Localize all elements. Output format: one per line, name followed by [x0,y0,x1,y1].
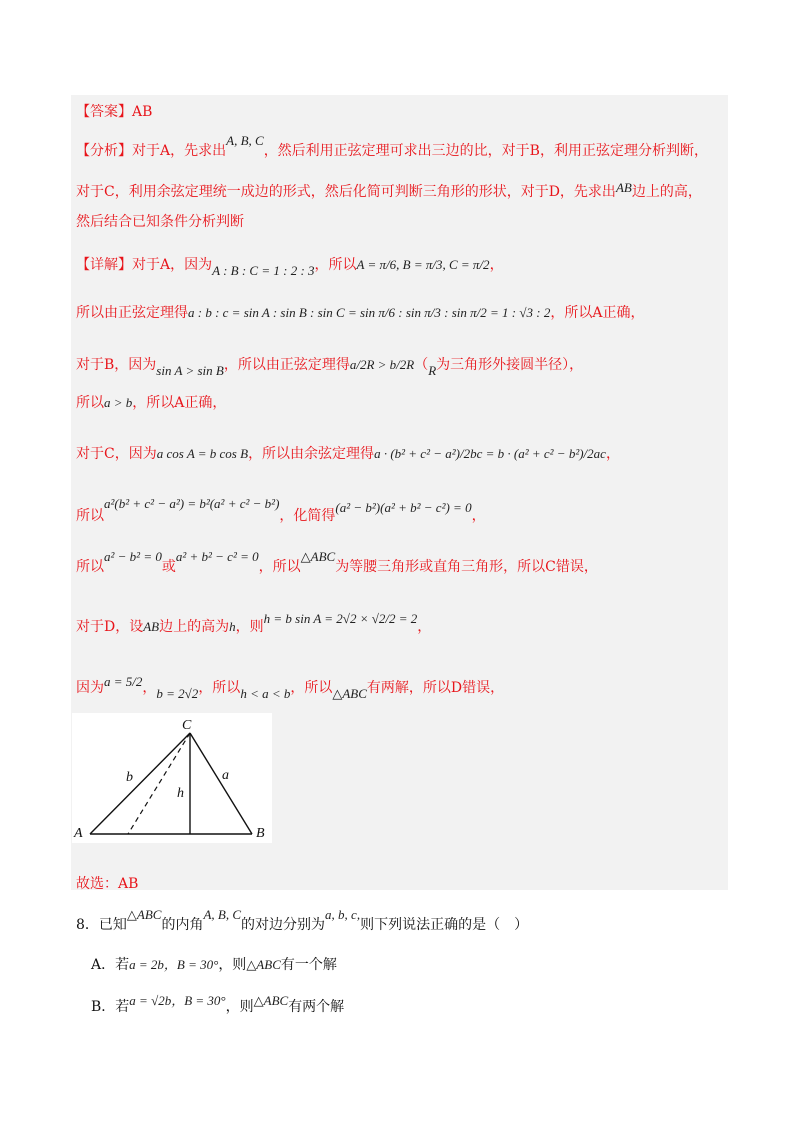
detail-text: 为等腰三角形或直角三角形，所以C错误， [335,559,598,575]
detail-line-d1 [76,611,432,636]
side-a-line [190,733,252,834]
detail-text: ， [489,257,504,273]
math-triangle: △ABC [332,686,367,701]
detail-text: 对于A，因为 [132,257,213,273]
option-b-label: B．若 [91,999,130,1015]
detail-text: 为三角形外接圆半径）， [436,357,584,373]
analysis-text: 对于A，先求出 [132,143,227,159]
math-angles: A, B, C [226,133,264,148]
detail-line-c3 [76,549,598,576]
detail-label: 【详解】 [76,257,132,273]
conclusion-line [76,873,138,893]
math-r: R [428,363,437,378]
analysis-line-3 [76,211,244,231]
math-a-gt-b: a > b [104,395,133,410]
detail-line-c1 [76,443,620,463]
vertex-c-label: C [182,718,192,733]
detail-text: ，化简得 [279,508,336,524]
option-b-text: 有两个解 [288,999,345,1015]
detail-text: 对于C，因为 [76,446,157,462]
option-a-text: ，则 [218,957,247,973]
answer-label: 【答案】 [76,104,132,120]
math-ab: AB [615,180,632,195]
analysis-label: 【分析】 [76,143,132,159]
answer-line [76,101,152,121]
option-b-text: ，则 [225,999,254,1015]
detail-text: 因为 [76,680,104,696]
detail-text: 对于D，设 [76,619,144,635]
detail-text: 所以 [76,395,104,411]
question-number: 8．已知 [76,917,127,933]
math-angles: A, B, C [203,907,242,922]
side-b-line [90,733,190,834]
detail-text: ，所以由余弦定理得 [248,446,375,462]
analysis-line-2 [76,181,702,201]
vertex-a-label: A [74,826,83,841]
dashed-side [128,733,190,834]
detail-text: ， [605,446,620,462]
option-a-math: a = 2b，B = 30° [129,957,219,972]
analysis-text: 对于C，利用余弦定理统一成边的形式，然后化简可判断三角形的形状，对于D，先求出 [76,184,616,200]
detail-text: （ [414,357,429,373]
side-a-label: a [222,768,229,783]
question-text: 的对边分别为 [241,917,326,933]
analysis-line-1 [76,133,708,160]
detail-text: ，所以 [290,680,333,696]
analysis-text: ，然后利用正弦定理可求出三边的比，对于B，利用正弦定理分析判断， [263,143,708,159]
detail-text: ， [417,619,432,635]
option-b-math: a = √2b，B = 30° [129,993,226,1008]
analysis-text: 然后结合已知条件分析判断 [76,214,244,230]
answer-value: AB [132,104,153,120]
detail-text: 所以 [76,508,104,524]
math-triangle: △ABC [300,549,336,564]
math-triangle: △ABC [253,993,289,1008]
math-a-value: a = 5/2 [104,674,143,689]
math-triangle: △ABC [246,957,281,972]
detail-text: ，所以由正弦定理得 [223,357,350,373]
analysis-text: 边上的高， [631,184,702,200]
math-h-ineq: h < a < b [240,686,291,701]
math-cos-eq: a cos A = b cos B [156,446,249,461]
math-case-1: a² − b² = 0 [104,549,162,564]
detail-line-a1 [76,254,504,278]
option-a-label: A．若 [91,957,130,973]
side-b-label: b [126,770,133,785]
math-cosine-law: a · (b² + c² − a²)/2bc = b · (a² + c² − b²)/2ac [374,446,606,461]
vertex-b-label: B [256,826,265,841]
math-ab: AB [143,619,160,634]
conclusion-text: 故选：AB [76,876,139,892]
math-b-value: b = 2√2 [156,686,199,701]
detail-line-b1 [76,354,584,378]
detail-text: 对于B，因为 [76,357,157,373]
detail-text: 所以由正弦定理得 [76,305,188,321]
detail-text: ，则 [235,619,264,635]
math-sine-ratio: a : b : c = sin A : sin B : sin C = sin π/6 : sin π/3 : sin π/2 = 1 : √3 : 2 [188,305,551,320]
detail-text: ， [471,508,486,524]
math-ratio-2r: a/2R > b/2R [349,357,415,372]
math-expansion: a²(b² + c² − a²) = b²(a² + c² − b²) [104,496,280,511]
triangle-figure [72,713,272,843]
detail-line-c2 [76,496,486,525]
triangle-diagram [72,713,272,843]
question-text: 的内角 [161,917,204,933]
detail-text: 所以 [76,559,104,575]
detail-text: ，所以 [314,257,357,273]
math-factored: (a² − b²)(a² + b² − c²) = 0 [335,500,472,515]
option-a[interactable] [91,954,337,974]
detail-line-a2 [76,302,644,322]
detail-line-b2 [76,392,226,412]
detail-text: 边上的高为 [159,619,230,635]
question-8-stem [76,907,529,934]
math-ratio: A : B : C = 1 : 2 : 3 [212,263,315,278]
math-sine-ineq: sin A > sin B [156,363,224,378]
detail-text: ，所以A正确， [550,305,645,321]
math-angles-values: A = π/6, B = π/3, C = π/2 [356,257,490,272]
option-b[interactable] [91,993,345,1016]
option-a-text: 有一个解 [280,957,337,973]
detail-text: ，所以A正确， [132,395,227,411]
math-sides: a, b, c, [325,907,361,922]
detail-text: 或 [161,559,176,575]
detail-line-d2 [76,674,505,701]
detail-text: ，所以 [198,680,241,696]
height-label: h [177,786,184,801]
detail-text: ， [142,680,157,696]
math-case-2: a² + b² − c² = 0 [175,549,259,564]
math-triangle: △ABC [126,907,162,922]
detail-text: ，所以 [258,559,301,575]
detail-text: 有两解，所以D错误， [366,680,505,696]
math-height: h = b sin A = 2√2 × √2/2 = 2 [263,611,418,626]
math-h: h [229,619,236,634]
question-text: 则下列说法正确的是（ ） [360,917,529,933]
